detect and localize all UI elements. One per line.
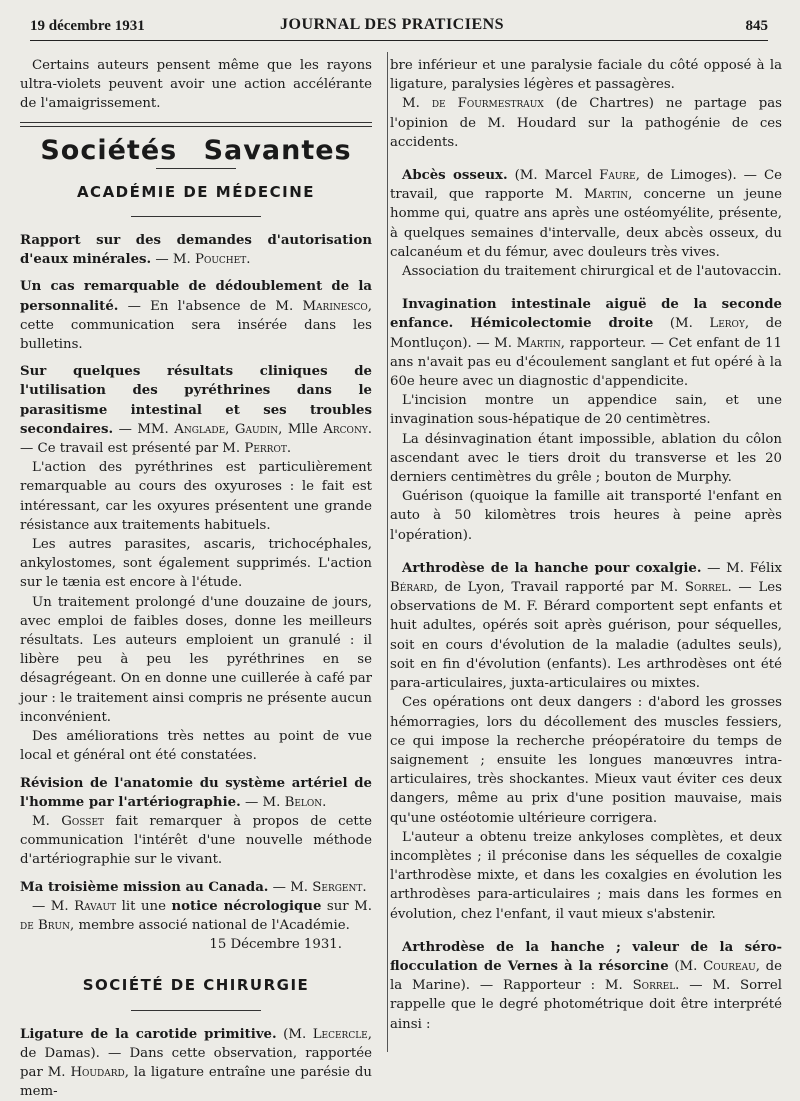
article-text: , de Montluçon). — M. (390, 316, 782, 351)
column-divider (387, 52, 388, 1052)
author-name: Sergent. (312, 879, 367, 895)
article-text: , cette communication sera insérée dans les bulletins. (20, 298, 372, 353)
body-paragraph: La désinvagination étant impossible, ablation du côlon ascendant avec le tiers droit du transverse et les 20 derniers centimètres du grêle ; bouton de Murphy. (390, 431, 782, 486)
article-text: , concerne un jeune homme qui, quatre ans après une ostéomyélite, présente, à quelques semaines d'intervalle, deux abcès osseux, du calcanéum et du fémur, avec douleurs très vives. (390, 187, 782, 260)
body-paragraph: L'incision montre un appendice sain, et une invagination sous-hépatique de 20 centimètres. (390, 393, 782, 428)
article-text: , de Damas). — Dans cette observation, rapportée par M. (20, 1026, 372, 1080)
article-title: Abcès osseux. (402, 168, 508, 184)
article-title: Rapport sur des demandes d'autorisation d'eaux minérales. (20, 233, 372, 268)
article-text: , rapporteur. — Cet enfant de 11 ans n'avait pas eu d'écoulement sanglant et fut opéré à la 60e heure avec un diagnostic d'appendicite. (390, 335, 782, 390)
article-title: Un cas remarquable de dédoublement de la personnalité. (20, 279, 372, 314)
article-title: Ligature de la carotide primitive. (20, 1026, 277, 1042)
article-invagination (390, 295, 782, 391)
article-arteriographie (20, 774, 372, 812)
author-name: Belon. (284, 794, 327, 810)
article-eaux-minerales (20, 231, 372, 269)
header-journal-title: JOURNAL DES PRATICIENS (280, 16, 505, 33)
left-column (20, 56, 372, 1101)
academy-heading: ACADÉMIE DE MÉDECINE (76, 182, 316, 201)
article-title: Arthrodèse de la hanche pour coxalgie. (402, 560, 702, 576)
author-name: Coureau (703, 958, 756, 974)
body-paragraph (20, 897, 372, 935)
article-text: — M. Sorrel rappelle que le degré photométrique doit être interprété ainsi : (390, 978, 782, 1032)
article-text: (M. (653, 316, 710, 332)
article-personnalite (20, 277, 372, 354)
author-name: de Brun (20, 917, 71, 933)
title-underline (156, 168, 236, 169)
section-title: Sociétés Savantes (40, 134, 352, 166)
body-paragraph (20, 812, 372, 870)
author-name: Houdard (70, 1064, 125, 1080)
article-text: lit une (116, 898, 172, 914)
article-text: , de Limoges). — Ce travail, que rapporte M. (390, 168, 783, 203)
article-text: fait remarquer à propos de cette communication l'intérêt d'une nouvelle méthode d'artériographie sur le vivant. (20, 813, 372, 868)
surgery-underline (131, 1010, 261, 1011)
article-text: sur M. (321, 898, 372, 914)
right-column (390, 56, 782, 1034)
article-text: (de Chartres) ne partage pas l'opinion de M. Houdard sur la pathogénie de ces accidents. (390, 96, 782, 150)
article-text: , de la Marine). — Rapporteur : M. (390, 958, 783, 994)
author-name: Pouchet. (195, 252, 251, 268)
author-name: Martin (583, 187, 629, 203)
article-title: Ma troisième mission au Canada. (20, 879, 269, 895)
author-name: Lecercle (312, 1026, 368, 1042)
article-abces-osseux (390, 166, 782, 262)
article-canada (20, 878, 372, 897)
article-text: , membre associé national de l'Académie. (70, 917, 350, 933)
article-pyrethrines (20, 362, 372, 458)
author-name: Sorrel. (632, 978, 680, 994)
article-text: — M. (32, 898, 75, 914)
article-text: (M. (276, 1026, 313, 1042)
article-arthrodese-coxalgie (390, 559, 782, 693)
body-paragraph: Association du traitement chirurgical et de l'autovaccin. (402, 264, 782, 280)
body-paragraph: Un traitement prolongé d'une douzaine de jours, avec emploi de faibles doses, donne les meilleurs résultats. Les auteurs emploient un granulé : il libère peu à peu les pyréthrines en se désagrégeant. On en donne une cuillerée à café par jour : le traitement ainsi compris ne présente aucun inconvénient. (20, 594, 372, 725)
header-page-number: 845 (745, 18, 768, 34)
article-sero-flocculation (390, 938, 782, 1034)
body-paragraph: Les autres parasites, ascaris, trichocéphales, ankylostomes, sont également supprimés. L'action sur le tænia est encore à l'étude. (20, 537, 372, 591)
section-rule (20, 122, 372, 127)
session-date: 15 Décembre 1931. (209, 937, 342, 953)
article-title: Révision de l'anatomie du système artériel de l'homme par l'artériographie. (20, 775, 372, 810)
author-name: Martin (516, 335, 561, 351)
article-text: Mlle (282, 421, 324, 437)
article-text: (M. Marcel (507, 168, 600, 184)
body-paragraph: Guérison (quoique la famille ait transporté l'enfant en auto à 50 kilomètres trois heures à peine après l'opération). (390, 489, 782, 543)
author-name: Anglade, Gaudin, (174, 421, 283, 437)
article-text: , la ligature entraîne une parésie du mem- (20, 1064, 372, 1100)
academy-underline (131, 216, 261, 217)
author-name: Bérard (390, 580, 434, 596)
author-name: Sorrel. (684, 580, 732, 596)
surgery-heading: SOCIÉTÉ DE CHIRURGIE (82, 976, 310, 995)
author-name: Leroy (709, 316, 745, 332)
article-text: . — Ce travail est présenté par M. (20, 421, 372, 457)
body-paragraph: bre inférieur et une paralysie faciale du côté opposé à la ligature, paralysies légères et passagères. (390, 58, 782, 93)
author-name: Arcony (323, 421, 368, 437)
article-text: — En l'absence de M. (118, 298, 303, 314)
author-name: Faure (599, 168, 636, 184)
article-title: Invagination intestinale aiguë de la seconde enfance. Hémicolectomie droite (390, 297, 782, 332)
article-text: , de Lyon, Travail rapporté par M. (433, 580, 685, 596)
intro-paragraph: Certains auteurs pensent même que les rayons ultra-violets peuvent avoir une action accélérante de l'amaigrissement. (20, 58, 372, 112)
page-header (30, 14, 768, 41)
article-text: M. (402, 96, 432, 112)
article-title: Arthrodèse de la hanche ; valeur de la séro-flocculation de Vernes à la résorcine (390, 939, 782, 974)
header-date: 19 décembre 1931 (30, 18, 145, 34)
article-text: — M. Félix (701, 560, 782, 576)
body-paragraph: Ces opérations ont deux dangers : d'abord les grosses hémorragies, lors du décollement des muscles fessiers, ce qui impose la recherche préopératoire du temps de saignement ; ensuite les longues manœuvres intra-articulaires, très shockantes. Mieux vaut éviter ces deux dangers, même au prix d'une position mauvaise, mais qu'une ostéotomie ultérieure corrigera. (390, 695, 782, 826)
body-paragraph: Des améliorations très nettes au point de vue local et général ont été constatées. (20, 729, 372, 764)
body-paragraph (390, 94, 782, 152)
author-name: Gosset (61, 813, 105, 829)
author-name: Marinesco (302, 298, 368, 314)
bold-phrase: notice nécrologique (171, 898, 322, 914)
author-name: Ravaut (74, 898, 117, 914)
article-text: — MM. (113, 421, 175, 437)
author-name: de Fourmestraux (431, 96, 544, 112)
body-paragraph: L'action des pyréthrines est particulièrement remarquable au cours des oxyuroses : le fait est intéressant, car les oxyures présentent une grande résistance aux traitements habituels. (20, 460, 372, 533)
article-text: (M. (668, 958, 704, 974)
article-carotide (20, 1025, 372, 1101)
article-title: Sur quelques résultats cliniques de l'utilisation des pyréthrines dans le parasitisme intestinal et ses troubles secondaires. (20, 364, 372, 437)
author-name: Perrot. (244, 441, 292, 457)
body-paragraph: L'auteur a obtenu treize ankyloses complètes, et deux incomplètes ; il préconise dans les séquelles de coxalgie l'arthrodèse mixte, et dans les coxalgies en évolution les arthrodèses para-articulaires ; mais dans les formes en évolution, chez l'enfant, il vaut mieux s'abstenir. (390, 829, 782, 922)
article-text: M. (32, 813, 62, 829)
article-text: — M. (240, 794, 285, 810)
article-text: — Les observations de M. F. Bérard comportent sept enfants et huit adultes, opérés soit après guérison, pour séquelles, soit en cours d'évolution de la maladie (adultes seuls), soit en fin d'évolution (enfants). Les arthrodèses ont été para-articulaires, juxta-articulaires ou mixtes. (390, 580, 782, 692)
article-text: — M. (268, 879, 313, 895)
dash: — M. (151, 252, 195, 268)
